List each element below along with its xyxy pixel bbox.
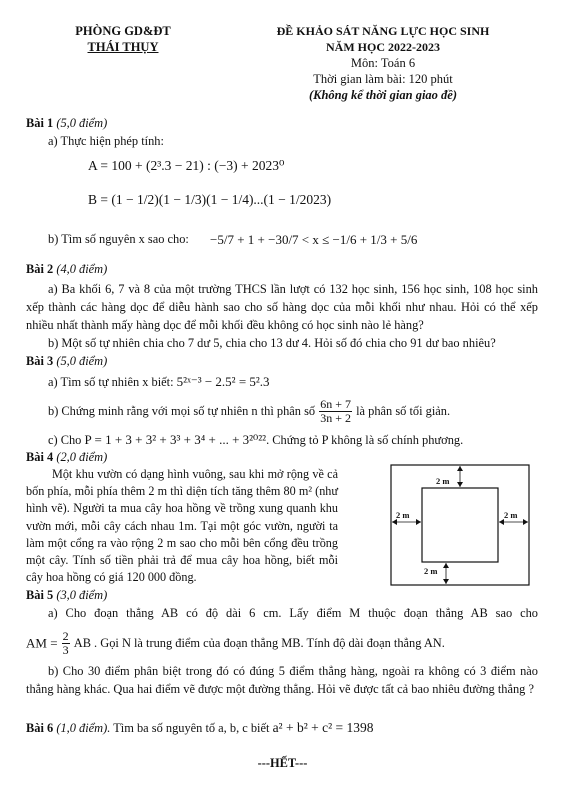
bai6-title: Bài 6 <box>26 721 54 735</box>
bai4-title: Bài 4 <box>26 450 54 464</box>
garden-inner-square <box>422 488 498 562</box>
bai2-a-text: a) Ba khối 6, 7 và 8 của một trường THCS lần lượt có 132 học sinh, 156 học sinh, 108 học sinh xếp thành các hàng dọc để diễu hành sao cho số hàng dọc của mỗi khối như nhau. Hỏi có thể xếp nhiều nhất thành mấy hàng dọc để mỗi khối đều không có học sinh nào lẻ hàng? <box>26 282 538 332</box>
bai5-a-line1: a) Cho đoạn thẳng AB có độ dài 6 cm. Lấy điểm M thuộc đoạn thẳng AB sao cho <box>48 606 538 620</box>
bai3-title: Bài 3 <box>26 354 54 368</box>
label-top: 2 m <box>436 476 450 486</box>
bai3-b-text-pre: b) Chứng minh rằng với mọi số tự nhiên n thì phân số <box>48 404 316 418</box>
bai5-numerator: 2 <box>62 629 69 643</box>
bai6-text: Tìm ba số nguyên tố a, b, c biết <box>113 721 270 735</box>
bai2-title: Bài 2 <box>26 262 54 276</box>
arrowhead <box>443 579 449 584</box>
bai1-a-label: a) Thực hiện phép tính: <box>48 134 164 148</box>
bai3-points: (5,0 điểm) <box>56 354 108 368</box>
bai1-title: Bài 1 <box>26 116 54 130</box>
bai5-b-text: b) Cho 30 điểm phân biệt trong đó có đúng 5 điểm thẳng hàng, ngoài ra không có 3 điểm nào thẳng hàng khác. Qua hai điểm vẽ được một đường thẳng. Hỏi vẽ được tất cả bao nhiêu đường thẳng ? <box>26 664 538 696</box>
arrowhead <box>523 519 528 525</box>
bai1-points: (5,0 điểm) <box>56 116 108 130</box>
bai6-expr: a² + b² + c² = 1398 <box>272 720 374 735</box>
bai3-a <box>48 374 270 390</box>
bai1-heading <box>26 116 107 131</box>
bai5-title: Bài 5 <box>26 588 54 602</box>
arrowhead <box>443 563 449 568</box>
subject: Môn: Toán 6 <box>350 56 416 70</box>
bai3-c-expr: P = 1 + 3 + 3² + 3³ + 3⁴ + ... + 3²⁰²² <box>84 432 267 447</box>
bai3-a-text: a) Tìm số tự nhiên x biết: <box>48 375 174 389</box>
bai1-b-label: b) Tìm số nguyên x sao cho: <box>48 232 189 246</box>
bai4-text: Một khu vườn có dạng hình vuông, sau khi mở rộng về cả bốn phía, mỗi phía thêm 2 m thì diện tích tăng thêm 80 m² (như hình vẽ). Người ta mua cây hoa hồng về trồng xung quanh khu vườn mới, mỗi cây cách nhau 1m. Tại một góc vườn, người ta làm một cổng ra vào rộng 2 m sao cho mỗi bên cổng đều trồng một cây. Tính số tiền phải trả để mua cây hoa hồng, biết mỗi cây hoa hồng có giá 120 000 đồng. <box>26 467 338 585</box>
bai2-points: (4,0 điểm) <box>56 262 108 276</box>
label-left: 2 m <box>396 510 410 520</box>
bai6-points: (1,0 điểm). <box>56 721 111 735</box>
bai4-heading <box>26 450 107 465</box>
bai3-b-numerator: 6n + 7 <box>320 397 351 411</box>
bai5-fraction <box>62 630 70 657</box>
bai3-b-fraction <box>319 398 352 425</box>
bai3-b-denominator: 3n + 2 <box>320 411 351 425</box>
bai6 <box>26 720 374 736</box>
bai3-c-text-post: . Chứng tỏ P không là số chính phương. <box>266 433 464 447</box>
bai3-b <box>48 398 450 425</box>
bai3-b-text-post: là phân số tối giản. <box>356 404 451 418</box>
bai5-heading <box>26 588 107 603</box>
bai2-heading <box>26 262 107 277</box>
arrowhead <box>416 519 421 525</box>
org-district: THÁI THỤY <box>87 40 159 54</box>
end-marker: ---HẾT--- <box>257 756 308 770</box>
bai5-denominator: 3 <box>62 643 69 657</box>
org-name: PHÒNG GD&ĐT <box>75 24 171 38</box>
bai3-heading <box>26 354 107 369</box>
exam-time: Thời gian làm bài: 120 phút <box>313 72 453 86</box>
bai1-expr-b: B = (1 − 1/2)(1 − 1/3)(1 − 1/4)...(1 − 1/2023) <box>88 192 332 207</box>
label-right: 2 m <box>504 510 518 520</box>
bai5-a-text2: AB . Gọi N là trung điểm của đoạn thẳng MB. Tính độ dài đoạn thẳng AN. <box>73 636 445 650</box>
arrowhead <box>457 482 463 487</box>
school-year: NĂM HỌC 2022-2023 <box>326 40 440 54</box>
garden-figure <box>390 464 530 586</box>
bai3-c-text-pre: c) Cho <box>48 433 82 447</box>
bai1-b-inequality: −5/7 + 1 + −30/7 < x ≤ −1/6 + 1/3 + 5/6 <box>210 232 418 247</box>
exam-time-note: (Không kể thời gian giao đề) <box>308 88 458 102</box>
bai5-am: AM = <box>26 635 58 651</box>
bai4-points: (2,0 điểm) <box>56 450 108 464</box>
bai5-points: (3,0 điểm) <box>56 588 108 602</box>
arrowhead <box>457 466 463 471</box>
exam-title: ĐỀ KHẢO SÁT NĂNG LỰC HỌC SINH <box>276 24 490 38</box>
bai3-a-expr: 5²ˣ⁻³ − 2.5² = 5².3 <box>176 374 270 389</box>
bai3-c <box>48 432 463 448</box>
label-bottom: 2 m <box>424 566 438 576</box>
bai2-b-text: b) Một số tự nhiên chia cho 7 dư 5, chia cho 13 dư 4. Hỏi số đó chia cho 91 dư bao nhiêu? <box>48 336 496 350</box>
bai5-a-line2 <box>26 630 445 657</box>
bai1-expr-a: A = 100 + (2³.3 − 21) : (−3) + 2023⁰ <box>88 158 285 173</box>
